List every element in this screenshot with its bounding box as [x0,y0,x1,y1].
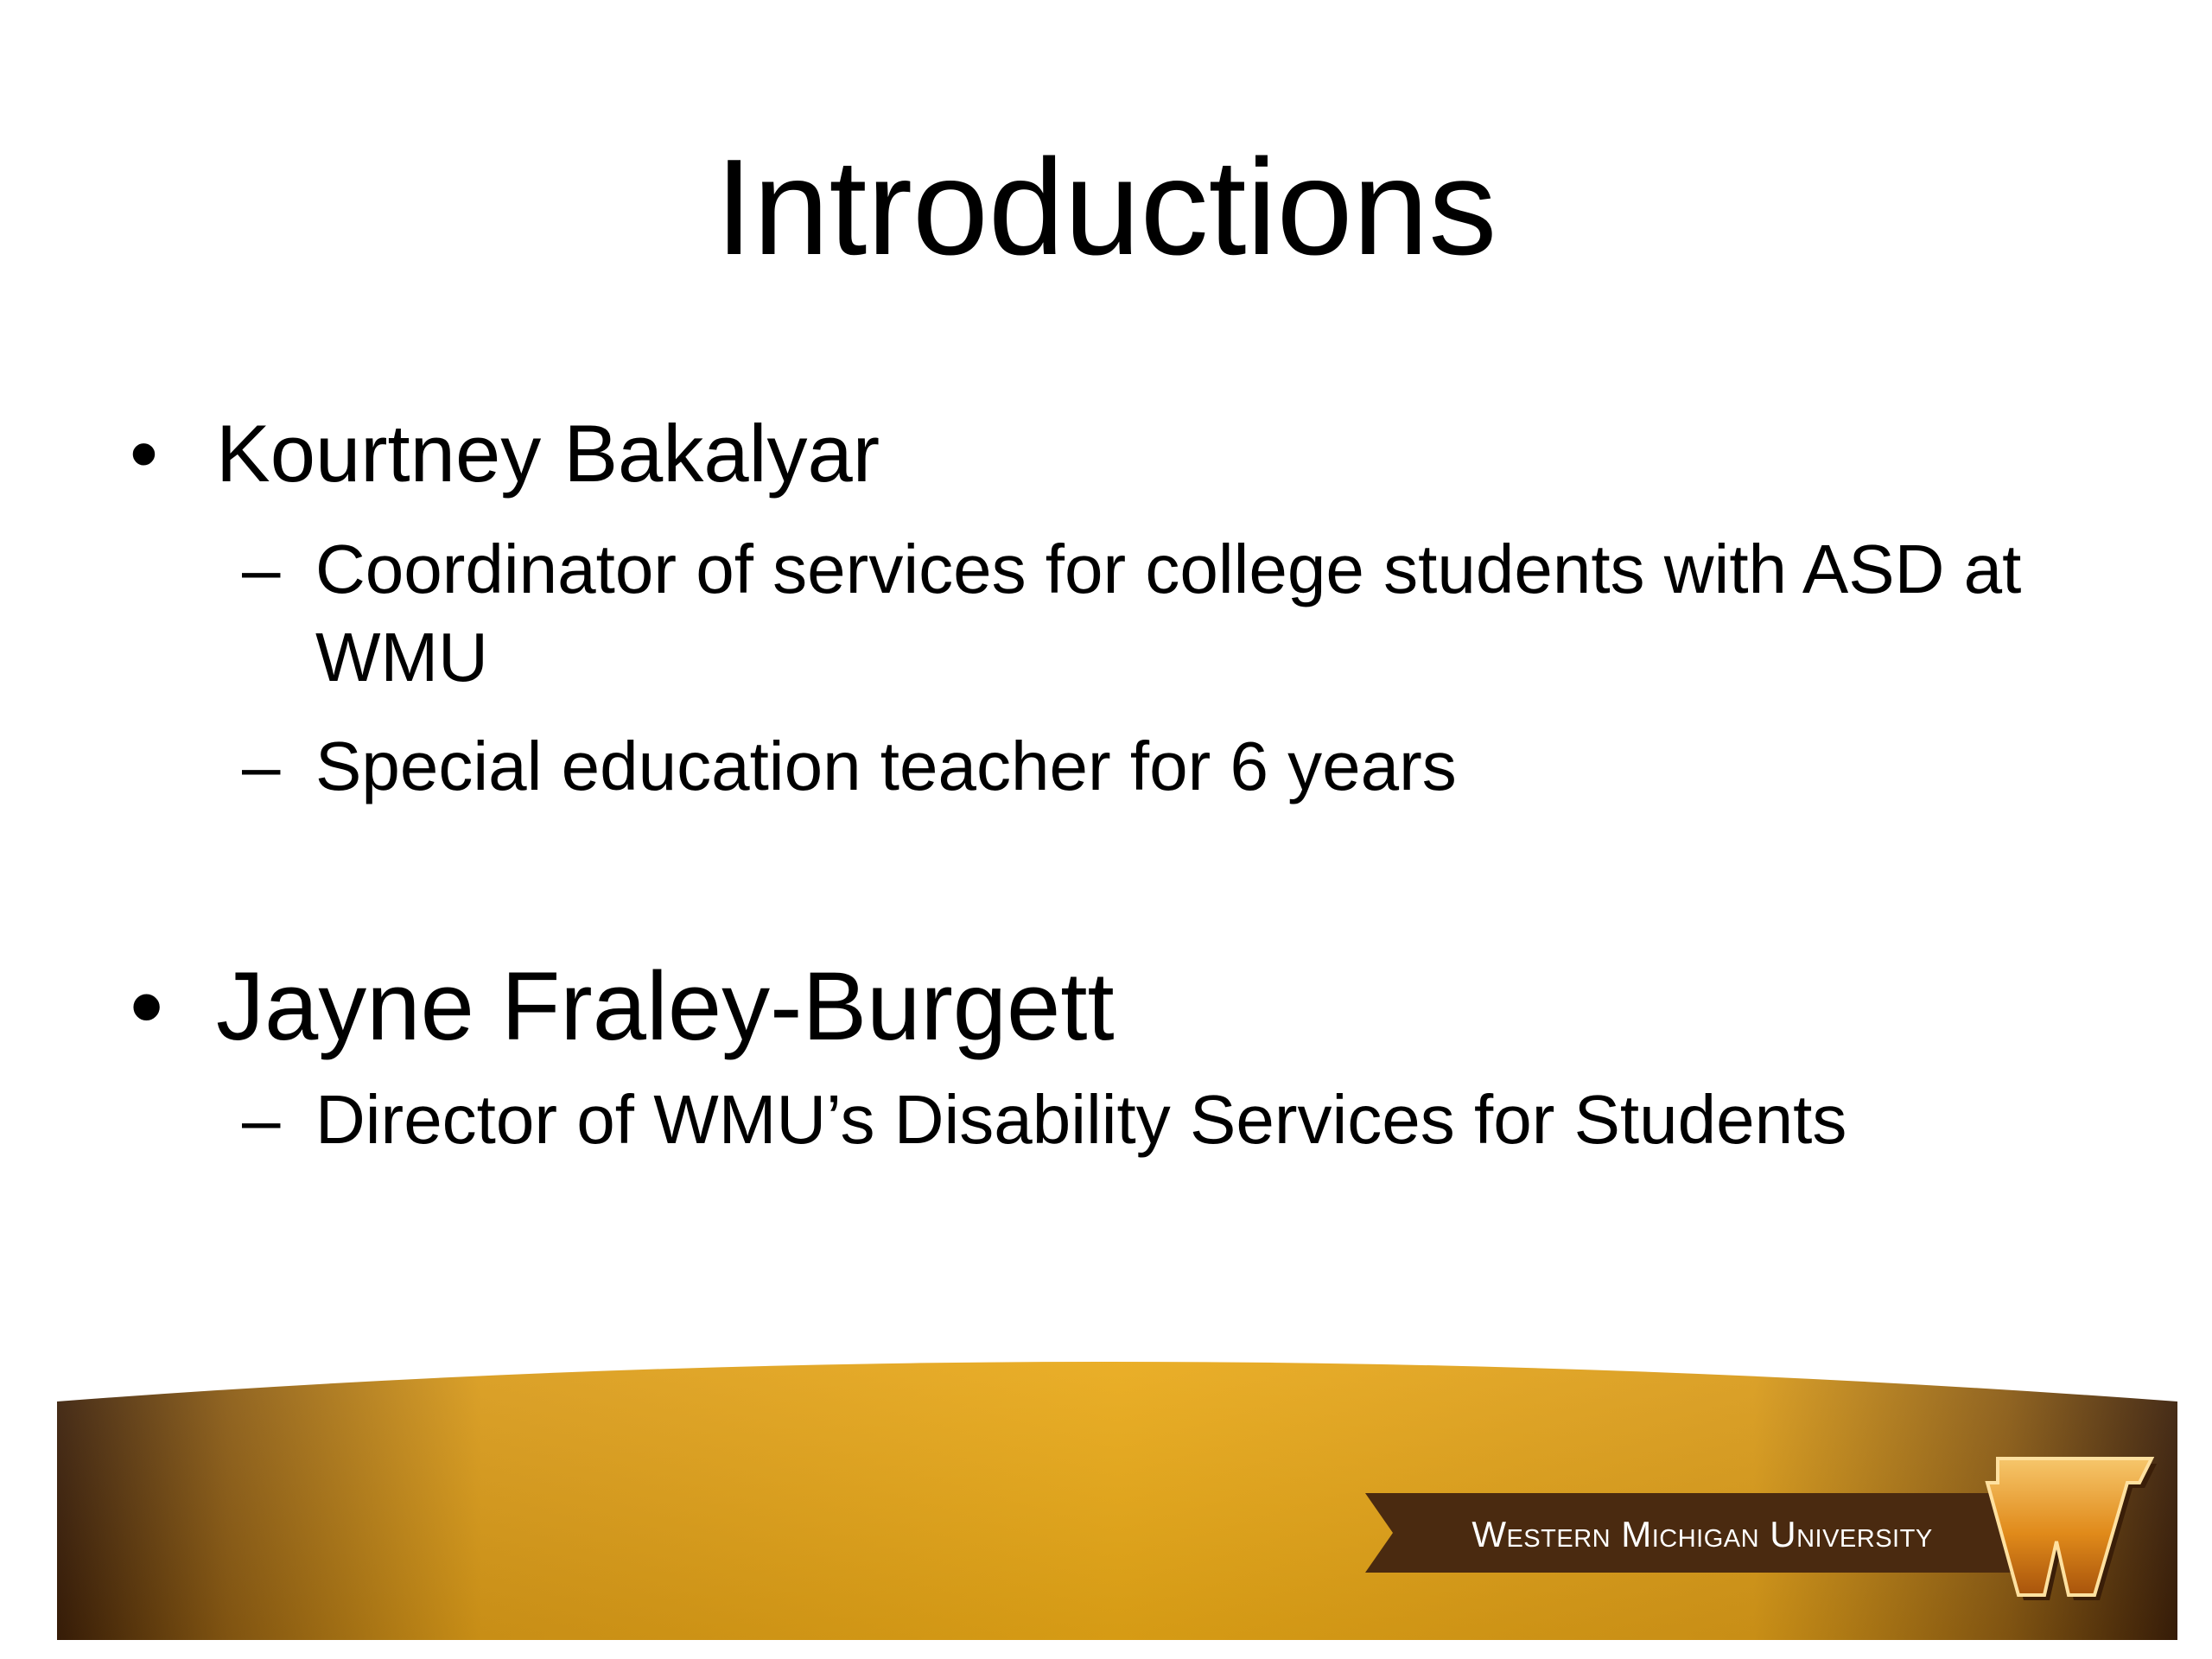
dash-glyph: – [242,1081,281,1158]
sub-item-text: Coordinator of services for college students with ASD at WMU [315,531,2022,696]
slide-title: Introductions [715,131,1497,283]
bullet-text: Kourtney Bakalyar [216,408,880,499]
dash-glyph: – [242,531,281,607]
sub-item-text: Special education teacher for 6 years [315,728,1457,804]
sub-item-text: Director of WMU’s Disability Services for Students [315,1081,1847,1158]
bullet-glyph: • [130,408,158,499]
bullet-glyph: • [130,952,164,1060]
bullet-text: Jayne Fraley-Burgett [216,952,1115,1060]
dash-glyph: – [242,728,281,804]
institution-wordmark: Western Michigan University [1471,1514,1933,1554]
